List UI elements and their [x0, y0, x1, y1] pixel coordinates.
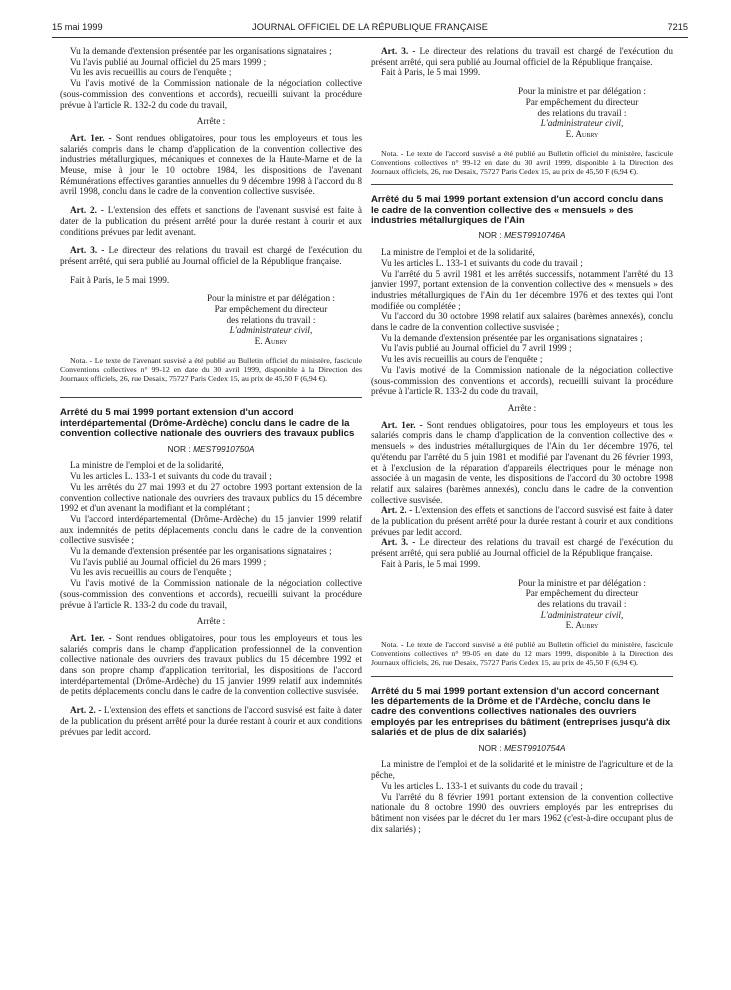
- nor-reference: NOR : MESТ9910750A: [167, 443, 255, 454]
- article-2: [60, 706, 362, 738]
- visa-paragraph: Vu les avis recueillis au cours de l'enquête ;: [381, 355, 543, 366]
- section-separator: [60, 397, 362, 398]
- signature-line: Pour la ministre et par délégation :: [518, 578, 646, 589]
- article-1: [60, 134, 362, 198]
- arrete-label: Arrête :: [196, 117, 226, 128]
- visa-paragraph: La ministre de l'emploi et de la solidarité,: [70, 461, 224, 472]
- decree-title: Arrêté du 5 mai 1999 portant extension d'un accord interdépartemental (Drôme-Ardèche) conclu dans le cadre de la convention collective nationale des ouvriers des travaux publics: [60, 407, 355, 440]
- right-column: [371, 47, 673, 835]
- fait-a-paris: Fait à Paris, le 5 mai 1999.: [381, 68, 481, 79]
- visa-paragraph: La ministre de l'emploi et de la solidarité et le ministre de l'agriculture et de la pêche,: [371, 760, 673, 782]
- article-label: Art. 3. -: [381, 47, 416, 57]
- signature-line: L'administrateur civil,: [540, 119, 624, 130]
- visa-paragraph: Vu les articles L. 133-1 et suivants du code du travail ;: [381, 781, 583, 792]
- header-rule: [52, 37, 688, 38]
- visa-paragraph: Vu l'arrêté du 8 février 1991 portant extension de la convention collective nationale du 8 octobre 1990 des ouvriers employés par les entreprises du bâtiment non visées par le décret du 1er mars 1962 (c'est-à-dire occupant plus de dix salariés) ;: [371, 792, 673, 835]
- left-column: [60, 47, 362, 738]
- signature-line: L'administrateur civil,: [229, 326, 313, 337]
- visa-paragraph: Vu les arrêtés du 27 mai 1993 et du 27 octobre 1993 portant extension de la convention collective nationale des ouvriers des travaux publics du 15 décembre 1992 et d'un avenant la modifiant et la complétant ;: [60, 482, 362, 515]
- article-1: [60, 634, 362, 698]
- nota-note: Nota. - Le texte de l'accord susvisé a été publié au Bulletin officiel du ministère, fascicule Conventions collectives n° 99-05 en date du 12 mars 1999, disponible à la Direction des Journaux officiels, 26, rue Desaix, 75727 Paris Cedex 15, au prix de 45,50 F (6,94 €).: [371, 640, 673, 668]
- visa-paragraph: Vu les articles L. 133-1 et suivants du code du travail ;: [381, 258, 583, 269]
- arrete-label: Arrête :: [507, 404, 537, 414]
- fait-a-paris: Fait à Paris, le 5 mai 1999.: [70, 275, 170, 286]
- visa-paragraph: Vu les avis recueillis au cours de l'enquête ;: [70, 568, 232, 579]
- visa-paragraph: Vu l'accord interdépartemental (Drôme-Ardèche) du 15 janvier 1999 relatif aux indemnités de petits déplacements conclu dans le cadre de la convention collective susvisée ;: [60, 514, 362, 547]
- article-text: Le directeur des relations du travail est chargé de l'exécution du présent arrêté, qui sera publié au Journal officiel de la République française.: [371, 538, 673, 560]
- article-text: Sont rendues obligatoires, pour tous les employeurs et tous les salariés compris dans le champ d'application professionnel de la convention collective nationale des ouvriers des travaux publics du 15 décembre 1992 et dans son propre champ d'application territorial, les dispositions de l'accord interdépartemental (Drôme-Ardèche) du 15 janvier 1999 relatif aux indemnités de petits déplacements conclu dans le cadre de la convention collective susvisée.: [60, 633, 362, 698]
- decree-title: Arrêté du 5 mai 1999 portant extension d'un accord concernant les départements de la Drôme et de l'Ardèche, conclu dans le cadre des conventions collectives nationales des ouvriers employés par les entreprises du bâtiment (entreprises jusqu'à dix salariés et de plus de dix salariés): [371, 685, 671, 739]
- signature-line: Pour la ministre et par délégation :: [207, 294, 335, 305]
- section-separator: [371, 676, 673, 677]
- visa-paragraph: Vu l'avis motivé de la Commission nationale de la négociation collective (sous-commission des conventions et accords), recueilli suivant la procédure prévue à l'article R. 133-2 du code du travail,: [60, 579, 362, 611]
- article-3: [371, 47, 673, 68]
- visa-paragraph: Vu l'avis publié au Journal officiel du 25 mars 1999 ;: [70, 57, 267, 68]
- section-separator: [371, 184, 673, 185]
- header-date: 15 mai 1999: [52, 22, 103, 32]
- signature-name: E. Aubry: [565, 129, 599, 140]
- nor-reference: NOR : MEST9910754A: [478, 742, 566, 753]
- article-3: [371, 538, 673, 559]
- visa-paragraph: Vu la demande d'extension présentée par les organisations signataires ;: [70, 547, 332, 558]
- article-label: Art. 2. -: [70, 706, 102, 717]
- page-header: [52, 22, 688, 36]
- header-page-number: 7215: [667, 22, 688, 32]
- signature-line: Pour la ministre et par délégation :: [518, 87, 646, 98]
- nor-reference: NOR : MEST9910746A: [478, 230, 566, 241]
- article-text: Le directeur des relations du travail est chargé de l'exécution du présent arrêté, qui sera publié au Journal officiel de la République française.: [371, 47, 673, 68]
- visa-paragraph: Vu l'avis motivé de la Commission nationale de la négociation collective (sous-commission des conventions et accords), recueilli suivant la procédure prévue à l'article R. 133-2 du code du travail,: [371, 365, 673, 398]
- visa-paragraph: Vu les avis recueillis au cours de l'enquête ;: [70, 68, 232, 79]
- article-text: Le directeur des relations du travail est chargé de l'exécution du présent arrêté, qui sera publié au Journal officiel de la République française.: [60, 246, 362, 267]
- article-text: Sont rendues obligatoires, pour tous les employeurs et tous les salariés compris dans le champ d'application de la convention collective des « mensuels » des industries métallurgiques de l'Ain du 1er décembre 1976, tel qu'étendu par l'arrêté du 5 juin 1981 et modifié par l'avenant du 26 février 1993, et à l'exclusion de la réparation d'appareils électriques pour le ménage non associée à un magasin de vente, les dispositions de l'accord du 30 octobre 1998 relatif aux salaires (barèmes annexés), conclu dans le cadre de la convention collective susvisée.: [371, 420, 673, 506]
- visa-paragraph: Vu l'avis publié au Journal officiel du 26 mars 1999 ;: [70, 557, 267, 568]
- article-2: [371, 506, 673, 538]
- article-3: [60, 246, 362, 267]
- visa-paragraph: La ministre de l'emploi et de la solidarité,: [381, 248, 535, 259]
- visa-paragraph: Vu la demande d'extension présentée par les organisations signataires ;: [70, 47, 332, 57]
- article-label: Art. 2. -: [381, 506, 413, 517]
- article-label: Art. 2. -: [70, 206, 104, 217]
- signature-line: des relations du travail :: [537, 599, 627, 610]
- signature-line: des relations du travail :: [226, 315, 316, 326]
- header-journal-title: JOURNAL OFFICIEL DE LA RÉPUBLIQUE FRANÇAISE: [252, 22, 488, 32]
- visa-paragraph: Vu les articles L. 133-1 et suivants du code du travail ;: [70, 472, 272, 483]
- article-text: L'extension des effets et sanctions de l'accord susvisé est faite à dater de la publication du présent arrêté pour la durée restant à courir et aux conditions prévues par ledit accord.: [371, 506, 673, 538]
- article-text: Sont rendues obligatoires, pour tous les employeurs et tous les salariés compris dans le champ d'application de la convention collective des industries métallurgiques, mécaniques et connexes de la Haute-Marne et de la Meuse, mise à jour le 10 octobre 1984, les dispositions de l'avenant Rémunérations effectives garanties annuelles du 9 décembre 1998 à l'accord du 8 avril 1998, conclu dans le cadre de la convention collective susvisée.: [60, 133, 362, 198]
- article-2: [60, 206, 362, 238]
- signature-line: Par empêchement du directeur: [525, 589, 639, 600]
- signature-line: L'administrateur civil,: [540, 610, 624, 621]
- article-label: Art. 1er. -: [70, 133, 112, 144]
- article-label: Art. 1er. -: [70, 633, 112, 644]
- signature-name: E. Aubry: [565, 621, 599, 632]
- visa-paragraph: Vu l'arrêté du 5 avril 1981 et les arrêtés successifs, notamment l'arrêté du 13 janvier 1997, portant extension de la convention collective des « mensuels » des industries métallurgiques de l'Ain du 1er décembre 1976 et des textes qui l'ont modifiée ou complétée ;: [371, 269, 673, 312]
- visa-paragraph: Vu la demande d'extension présentée par les organisations signataires ;: [381, 333, 643, 344]
- nota-note: Nota. - Le texte de l'avenant susvisé a été publié au Bulletin officiel du ministère, fascicule Conventions collectives n° 99-12 en date du 30 avril 1999, disponible à la Direction des Journaux officiels, 26, rue Desaix, 75727 Paris Cedex 15, au prix de 45,50 F (6,94 €).: [60, 355, 362, 384]
- signature-line: Par empêchement du directeur: [525, 97, 639, 108]
- decree-title: Arrêté du 5 mai 1999 portant extension d'un accord conclu dans le cadre de la convention collective des « mensuels » des industries métallurgiques de l'Ain: [371, 194, 664, 227]
- fait-a-paris: Fait à Paris, le 5 mai 1999.: [381, 559, 481, 570]
- arrete-label: Arrête :: [196, 617, 226, 628]
- nota-note: Nota. - Le texte de l'accord susvisé a été publié au Bulletin officiel du ministère, fascicule Conventions collectives n° 99-12 en date du 30 avril 1999, disponible à la Direction des Journaux officiels, 26, rue Desaix, 75727 Paris Cedex 15, au prix de 45,50 F (6,94 €).: [371, 148, 673, 177]
- visa-paragraph: Vu l'avis motivé de la Commission nationale de la négociation collective (sous-commission des conventions et accords), recueilli suivant la procédure prévue à l'article R. 132-2 du code du travail,: [60, 79, 362, 111]
- article-1: [371, 421, 673, 507]
- article-label: Art. 3. -: [70, 246, 105, 257]
- article-text: L'extension des effets et sanctions de l'accord susvisé est faite à dater de la publication du présent arrêté pour la durée restant à courir et aux conditions prévues par ledit accord.: [60, 706, 362, 738]
- signature-line: des relations du travail :: [537, 108, 627, 119]
- visa-paragraph: Vu l'accord du 30 octobre 1998 relatif aux salaires (barèmes annexés), conclu dans le cadre de la convention collective susvisée ;: [371, 312, 673, 334]
- article-label: Art. 1er. -: [381, 420, 423, 431]
- visa-paragraph: Vu l'avis publié au Journal officiel du 7 avril 1999 ;: [381, 344, 572, 355]
- article-text: L'extension des effets et sanctions de l'avenant susvisé est faite à dater de la publication du présent arrêté pour la durée restant à courir et aux conditions prévues par ledit avenant.: [60, 206, 362, 238]
- article-label: Art. 3. -: [381, 538, 416, 549]
- signature-line: Par empêchement du directeur: [214, 305, 328, 316]
- signature-name: E. Aubry: [254, 337, 288, 348]
